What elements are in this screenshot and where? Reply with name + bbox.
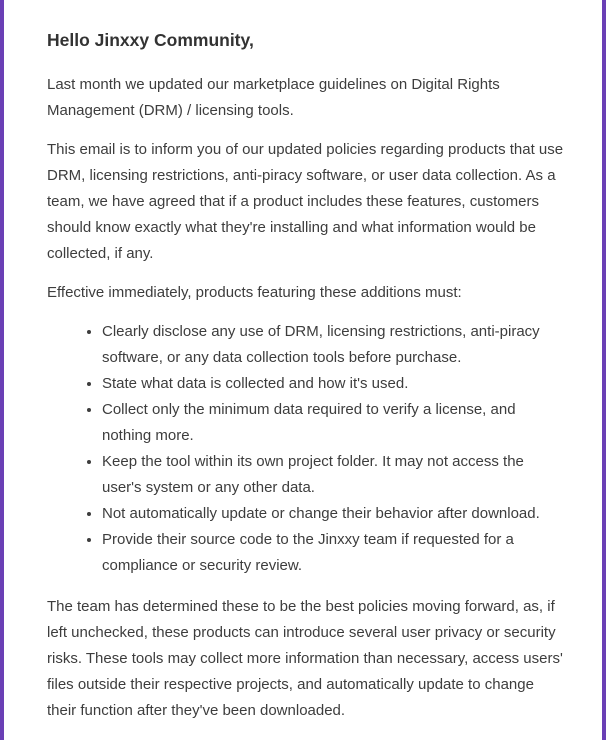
requirements-list xyxy=(47,319,567,579)
intro-paragraph: Last month we updated our marketplace guidelines on Digital Rights Management (DRM) / licensing tools. xyxy=(47,76,500,119)
list-item: • Keep the tool within its own project folder. It may not access the user's system or any other data. xyxy=(102,449,567,501)
requirements-intro: Effective immediately, products featuring these additions must: xyxy=(47,284,462,301)
closing-paragraph: The team has determined these to be the best policies moving forward, as, if left unchecked, these products can introduce several user privacy or security risks. These tools may collect more information than necessary, access users' files outside their respective projects, and automatically update to change their function after they've been downloaded. xyxy=(47,598,563,719)
list-item: • Collect only the minimum data required to verify a license, and nothing more. xyxy=(102,397,567,449)
policy-paragraph: This email is to inform you of our updated policies regarding products that use DRM, licensing restrictions, anti-piracy software, or user data collection. As a team, we have agreed that if a product includes these features, customers should know exactly what they're installing and what information would be collected, if any. xyxy=(47,141,564,262)
email-greeting: Hello Jinxxy Community, xyxy=(47,30,254,50)
list-item: • Not automatically update or change their behavior after download. xyxy=(102,501,567,527)
email-body xyxy=(47,28,567,737)
list-item: • Clearly disclose any use of DRM, licensing restrictions, anti-piracy software, or any data collection tools before purchase. xyxy=(102,319,567,371)
list-item: • State what data is collected and how it's used. xyxy=(102,371,567,397)
list-item: • Provide their source code to the Jinxxy team if requested for a compliance or security review. xyxy=(102,527,567,579)
